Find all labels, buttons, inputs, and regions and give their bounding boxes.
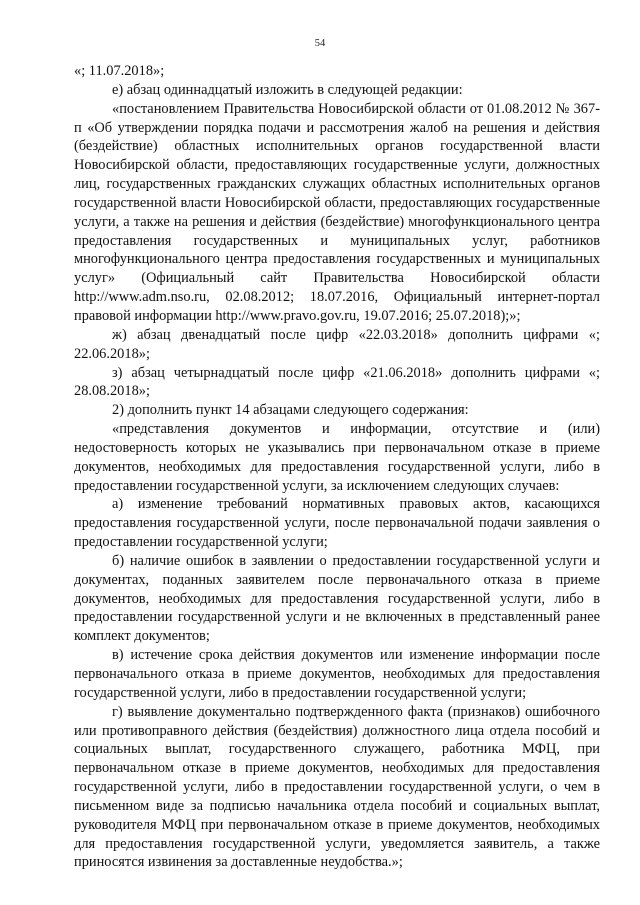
paragraph: з) абзац четырнадцатый после цифр «21.06.2018» дополнить цифрами «; 28.08.2018»; xyxy=(74,364,600,400)
paragraph: а) изменение требований нормативных правовых актов, касающихся предоставления государственной услуги, после первоначальной подачи заявления о предоставлении государственной услуги; xyxy=(74,496,600,551)
paragraph: «; 11.07.2018»; xyxy=(74,63,165,79)
paragraph: г) выявление документально подтвержденного факта (признаков) ошибочного или противоправного действия (бездействия) должностного лица отдела пособий и социальных выплат, государственного служащего, работника МФЦ, при первоначальном отказе в приеме документов, необходимых для предоставления государственной услуги, либо в предоставлении государственной услуги, о чем в письменном виде за подписью начальника отдела пособий и социальных выплат, руководителя МФЦ при первоначальном отказе в приеме документов, необходимых для предоставления государственной услуги, уведомляется заявитель, а также приносятся извинения за доставленные неудобства.»; xyxy=(74,703,600,871)
paragraph: в) истечение срока действия документов или изменение информации после первоначального отказа в приеме документов, необходимых для предоставления государственной услуги, либо в предоставлении государственной услуги; xyxy=(74,647,600,701)
paragraph: е) абзац одиннадцатый изложить в следующей редакции: xyxy=(112,81,463,98)
paragraph: «представления документов и информации, отсутствие и (или) недостоверность которых не указывались при первоначальном отказе в приеме документов, необходимых для предоставления государственной услуги, либо в предоставлении государственной услуги, за исключением следующих случаев: xyxy=(74,421,600,494)
paragraph: 2) дополнить пункт 14 абзацами следующего содержания: xyxy=(112,402,469,419)
paragraph: «постановлением Правительства Новосибирской области от 01.08.2012 № 367-п «Об утверждении порядка подачи и рассмотрения жалоб на решения и действия (бездействие) областных исполнительных органов государственной власти Новосибирской области, предоставляющих государственные услуги, должностных лиц, государственных гражданских служащих областных исполнительных органов государственной власти Новосибирской области, предоставляющих государственные услуги, а также на решения и действия (бездействие) многофункционального центра предоставления государственных и муниципальных услуг, работников многофункционального центра предоставления государственных и муниципальных услуг» (Официальный сайт Правительства Новосибирской области http://www.adm.nso.ru, 02.08.2012; 18.07.2016, Официальный интернет-портал правовой информации http://www.pravo.gov.ru, 19.07.2016; 25.07.2018);»; xyxy=(74,100,600,324)
page-number: 54 xyxy=(314,38,326,49)
paragraph: ж) абзац двенадцатый после цифр «22.03.2018» дополнить цифрами «; 22.06.2018»; xyxy=(74,326,600,362)
paragraph: б) наличие ошибок в заявлении о предоставлении государственной услуги и документах, поданных заявителем после первоначального отказа в приеме документов, необходимых для предоставления государственной услуги, либо в предоставлении государственной услуги и не включенных в представленный ранее комплект документов; xyxy=(74,552,600,645)
document-body xyxy=(74,62,600,872)
